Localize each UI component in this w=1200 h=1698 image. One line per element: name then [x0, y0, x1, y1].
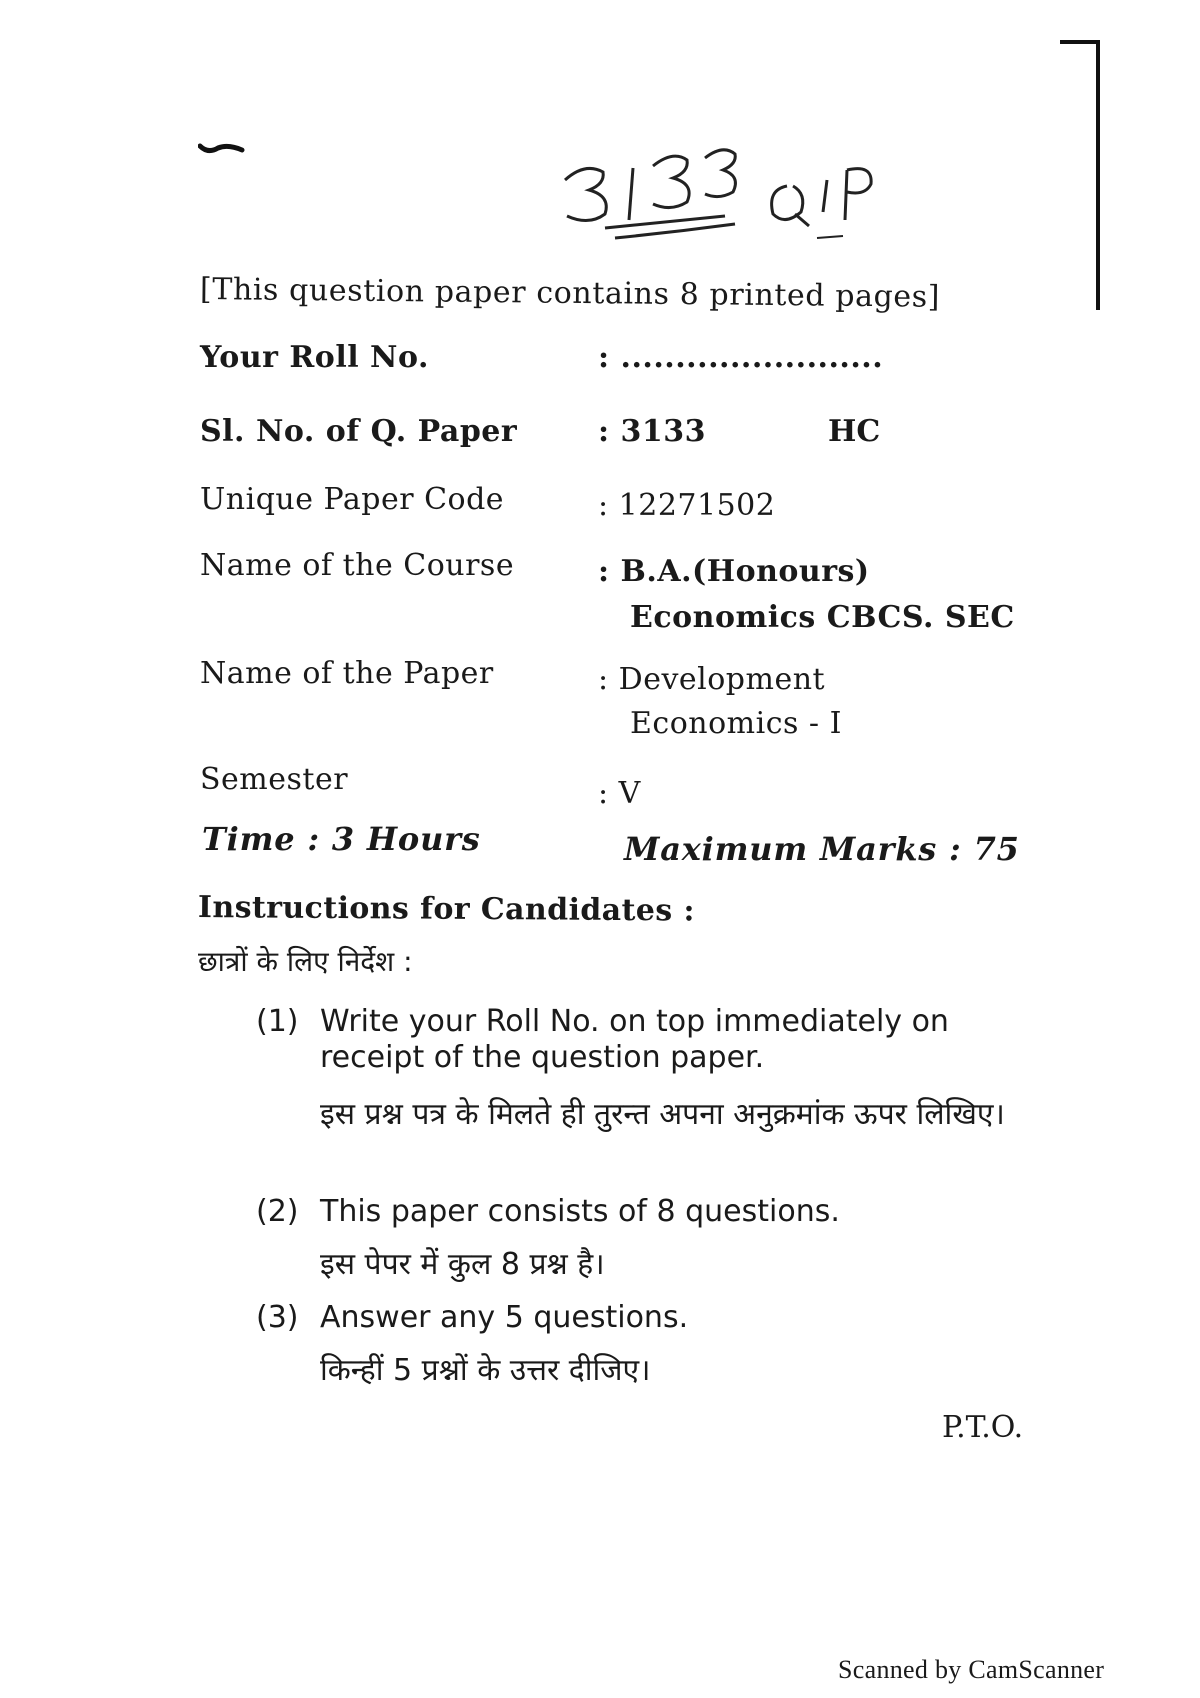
paper-code-label: Unique Paper Code	[200, 482, 505, 517]
page-count-note: [This question paper contains 8 printed pages]	[199, 272, 941, 315]
paper-name-label: Name of the Paper	[200, 656, 494, 691]
paper-name-value-line1: : Development	[598, 662, 826, 697]
instructions-title-hindi: छात्रों के लिए निर्देश :	[198, 945, 413, 978]
instruction-hindi: इस प्रश्न पत्र के मिलते ही तुरन्त अपना अनुक्रमांक ऊपर लिखिए।	[320, 1097, 1005, 1132]
course-label: Name of the Course	[200, 548, 515, 583]
instruction-english: Write your Roll No. on top immediately on receipt of the question paper.	[320, 1004, 949, 1075]
instruction-english: This paper consists of 8 questions.	[320, 1194, 840, 1229]
sl-no-label: Sl. No. of Q. Paper	[200, 414, 518, 449]
semester-value: : V	[598, 776, 641, 811]
course-value-line1: : B.A.(Honours)	[598, 554, 870, 589]
maximum-marks: Maximum Marks : 75	[624, 830, 1020, 868]
instruction-hindi: इस पेपर में कुल 8 प्रश्न है।	[320, 1247, 605, 1282]
instruction-number: (3)	[256, 1300, 299, 1335]
page-edge-line	[1096, 40, 1100, 310]
roll-no-value: : ........................	[598, 340, 884, 375]
paper-name-value-line2: Economics - I	[630, 706, 842, 741]
sl-no-hc: HC	[828, 414, 881, 449]
instruction-number: (1)	[256, 1004, 299, 1039]
pen-mark-icon	[198, 140, 258, 160]
instructions-title: Instructions for Candidates :	[197, 890, 696, 929]
scanner-watermark: Scanned by CamScanner	[838, 1655, 1105, 1684]
handwritten-annotation	[555, 140, 955, 270]
paper-code-value: : 12271502	[598, 488, 776, 523]
course-value-line2: Economics CBCS. SEC	[630, 600, 1015, 635]
please-turn-over: P.T.O.	[942, 1410, 1024, 1445]
page-edge-top	[1060, 40, 1100, 44]
roll-no-label: Your Roll No.	[200, 340, 429, 375]
sl-no-value: : 3133	[598, 414, 707, 449]
instruction-english: Answer any 5 questions.	[320, 1300, 689, 1335]
semester-label: Semester	[200, 762, 349, 797]
time-allowed: Time : 3 Hours	[202, 820, 481, 858]
instruction-hindi: किन्हीं 5 प्रश्नों के उत्तर दीजिए।	[320, 1353, 651, 1388]
instruction-number: (2)	[256, 1194, 299, 1229]
